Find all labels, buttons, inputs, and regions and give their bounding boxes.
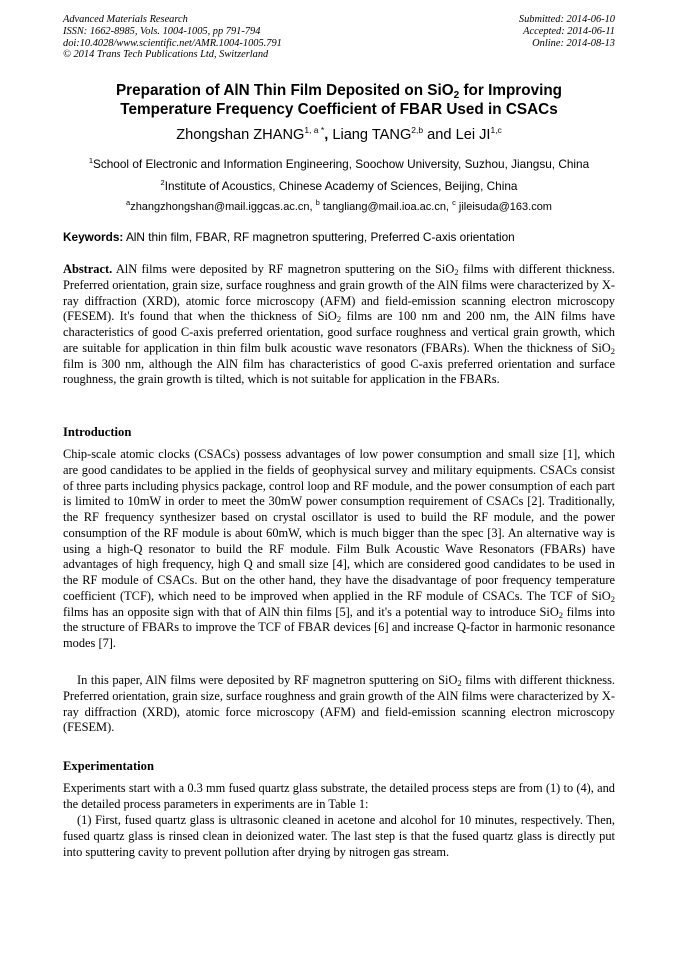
- author-2: Liang TANG: [328, 127, 412, 143]
- introduction-paragraph-1: Chip-scale atomic clocks (CSACs) possess advantages of low power consumption and small size [1], which are good candidates to be applied in the fields of geophysical survey and military equipments. CSACs consist of three parts including physics package, control loop and RF module, and the power consumption of each part is limited to 10mW in order to meet the 30mW power consumption requirement of CSACs [2]. Traditionally, the RF frequency synthesizer based on crystal oscillator is used to build the RF module, and the power consumption of the RF module is about 60mW, which is much bigger than the spec [3]. An alternative way is using a high-Q resonator to build the RF module. Film Bulk Acoustic Wave Resonators (FBARs) have advantages of high frequency, high Q and small size [4], which are considered good candidates to be used in the RF module of CSACs. But on the other hand, they have the disadvantage of poor frequency temperature coefficient (TCF), which need to be improved when applied in the RF module of CSACs. The TCF of SiO$_2$ films has an opposite sign with that of AlN thin films [5], and it's a potential way to introduce SiO$_2$ films into the structure of FBARs to improve the TCF of FBAR devices [6] and increase Q-factor in harmonic resonance modes [7].: [63, 447, 615, 650]
- author-emails: $^a$zhangzhongshan@mail.iggcas.ac.cn, $^b$ tangliang@mail.ioa.ac.cn, $^c$ jileisuda@163.com: [126, 198, 552, 213]
- affiliation-1: $^1$School of Electronic and Information Engineering, Soochow University, Suzhou, Jiangsu, China: [88, 156, 590, 171]
- journal-header-left: [63, 14, 282, 61]
- submitted-date: Submitted: 2014-06-10: [518, 14, 615, 25]
- paper-title: [50, 81, 628, 119]
- email-c[interactable]: jileisuda@163.com: [455, 201, 552, 213]
- author-3: and Lei JI: [423, 127, 491, 143]
- section-heading-introduction: Introduction: [63, 425, 132, 439]
- experimentation-paragraph-2: (1) First, fused quartz glass is ultrasonic cleaned in acetone and alcohol for 10 minutes, respectively. Then, fused quartz glass is rinsed clean in deionized water. The last step is that the fused quartz glass is directly put into sputtering cavity to prevent pollution after drying by nitrogen gas stream.: [63, 813, 615, 859]
- doi-line[interactable]: doi:10.4028/www.scientific.net/AMR.1004-1005.791: [63, 37, 282, 49]
- author-list: Zhongshan $ZHANG^{1, a *}$, Liang TANG$^{2,b}$ and Lei JI$^{1,c}$: [176, 125, 502, 143]
- keywords: Keywords: AlN thin film, FBAR, RF magnetron sputtering, Preferred C-axis orientation: [63, 230, 515, 244]
- accepted-date: Accepted: 2014-06-11: [523, 25, 615, 37]
- affiliation-2: $^2$Institute of Acoustics, Chinese Academy of Sciences, Beijing, China: [160, 178, 518, 193]
- introduction-paragraph-2: In this paper, AlN films were deposited by RF magnetron sputtering on SiO$_2$ films with different thickness. Preferred orientation, grain size, surface roughness and grain growth of the AlN films were characterized by X-ray diffraction (XRD), atomic force microscopy (AFM) and field-emission scanning electron microscopy (FESEM).: [63, 673, 615, 735]
- experimentation-paragraph-1: Experiments start with a 0.3 mm fused quartz glass substrate, the detailed process steps are from (1) to (4), and the detailed process parameters in experiments are in Table 1:: [63, 781, 615, 811]
- title-line-2: Temperature Frequency Coefficient of FBAR Used in CSACs: [120, 101, 558, 118]
- email-a[interactable]: zhangzhongshan@mail.iggcas.ac.cn,: [130, 201, 316, 213]
- journal-name: Advanced Materials Research: [63, 14, 188, 25]
- title-line-1: Preparation of AlN Thin Film Deposited on SiO$_2$ for Improving: [115, 82, 563, 101]
- issn-line: ISSN: 1662-8985, Vols. 1004-1005, pp 791-794: [63, 25, 261, 37]
- copyright-line: © 2014 Trans Tech Publications Ltd, Switzerland: [63, 49, 269, 61]
- abstract-paragraph: Abstract. AlN films were deposited by RF magnetron sputtering on the SiO$_2$ films with different thickness. Preferred orientation, grain size, surface roughness and grain growth of the AlN films were characterized by X-ray diffraction (XRD), atomic force microscopy (AFM) and field-emission scanning electron microscopy (FESEM). It's found that when the thickness of SiO$_2$ films are 100 nm and 200 nm, the AlN films have characteristics of good C-axis preferred orientation, good surface roughness and vertical grain growth, which are suitable for application in thin film bulk acoustic wave resonators (FBARs). When the thickness of SiO$_2$ film is 300 nm, although the AlN film has characteristics of good C-axis preferred orientation and surface roughness, the grain growth is tilted, which is not suitable for application in the FBARs.: [63, 262, 615, 387]
- online-date: Online: 2014-08-13: [532, 37, 615, 49]
- journal-header-right: [519, 14, 615, 49]
- email-b[interactable]: tangliang@mail.ioa.ac.cn,: [319, 201, 453, 213]
- section-heading-experimentation: Experimentation: [63, 759, 154, 773]
- author-1: Zhongshan ZHANG: [176, 127, 305, 143]
